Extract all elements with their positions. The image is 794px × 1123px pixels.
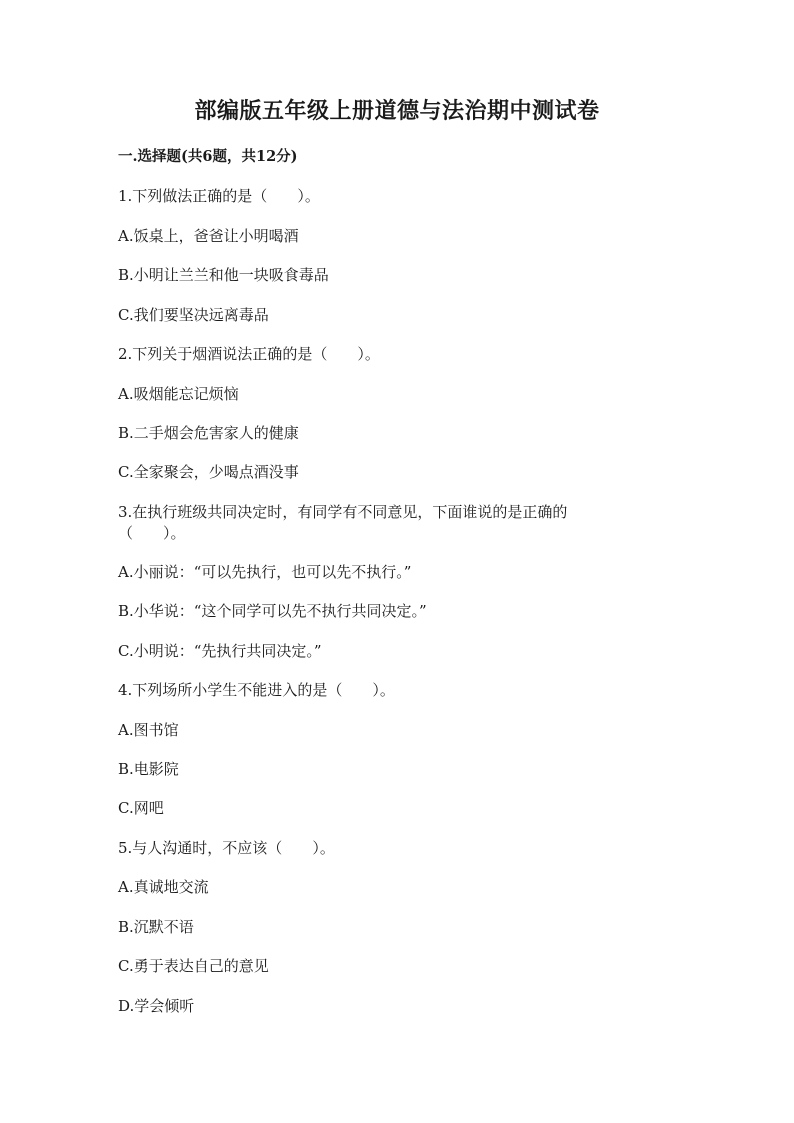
question-1-option-b: B.小明让兰兰和他一块吸食毒品	[118, 266, 329, 284]
question-5-option-a: A.真诚地交流	[118, 878, 209, 896]
section-heading: 一.选择题(共6题，共12分)	[118, 148, 298, 165]
question-5-option-d: D.学会倾听	[118, 997, 195, 1015]
question-3-option-c: C.小明说：“先执行共同决定。”	[118, 642, 322, 660]
question-2-option-c: C.全家聚会，少喝点酒没事	[118, 463, 299, 481]
question-1-stem: 1.下列做法正确的是（ ）。	[118, 187, 320, 205]
question-2-stem: 2.下列关于烟酒说法正确的是（ ）。	[118, 345, 380, 363]
question-5-option-c: C.勇于表达自己的意见	[118, 957, 269, 975]
question-3-stem-continued: （ ）。	[118, 524, 186, 542]
question-4-option-c: C.网吧	[118, 799, 164, 817]
question-4-option-a: A.图书馆	[118, 721, 179, 739]
question-3-option-b: B.小华说：“这个同学可以先不执行共同决定。”	[118, 602, 427, 620]
question-3-option-a: A.小丽说：“可以先执行，也可以先不执行。”	[118, 563, 412, 581]
question-2-option-a: A.吸烟能忘记烦恼	[118, 385, 239, 403]
exam-title: 部编版五年级上册道德与法治期中测试卷	[194, 98, 600, 124]
question-4-stem: 4.下列场所小学生不能进入的是（ ）。	[118, 681, 395, 699]
question-3-stem: 3.在执行班级共同决定时，有同学有不同意见，下面谁说的是正确的	[118, 503, 568, 521]
question-5-stem: 5.与人沟通时，不应该（ ）。	[118, 839, 335, 857]
question-2-option-b: B.二手烟会危害家人的健康	[118, 424, 299, 442]
question-1-option-a: A.饭桌上，爸爸让小明喝酒	[118, 227, 299, 245]
question-5-option-b: B.沉默不语	[118, 918, 194, 936]
question-4-option-b: B.电影院	[118, 760, 179, 778]
question-1-option-c: C.我们要坚决远离毒品	[118, 306, 269, 324]
